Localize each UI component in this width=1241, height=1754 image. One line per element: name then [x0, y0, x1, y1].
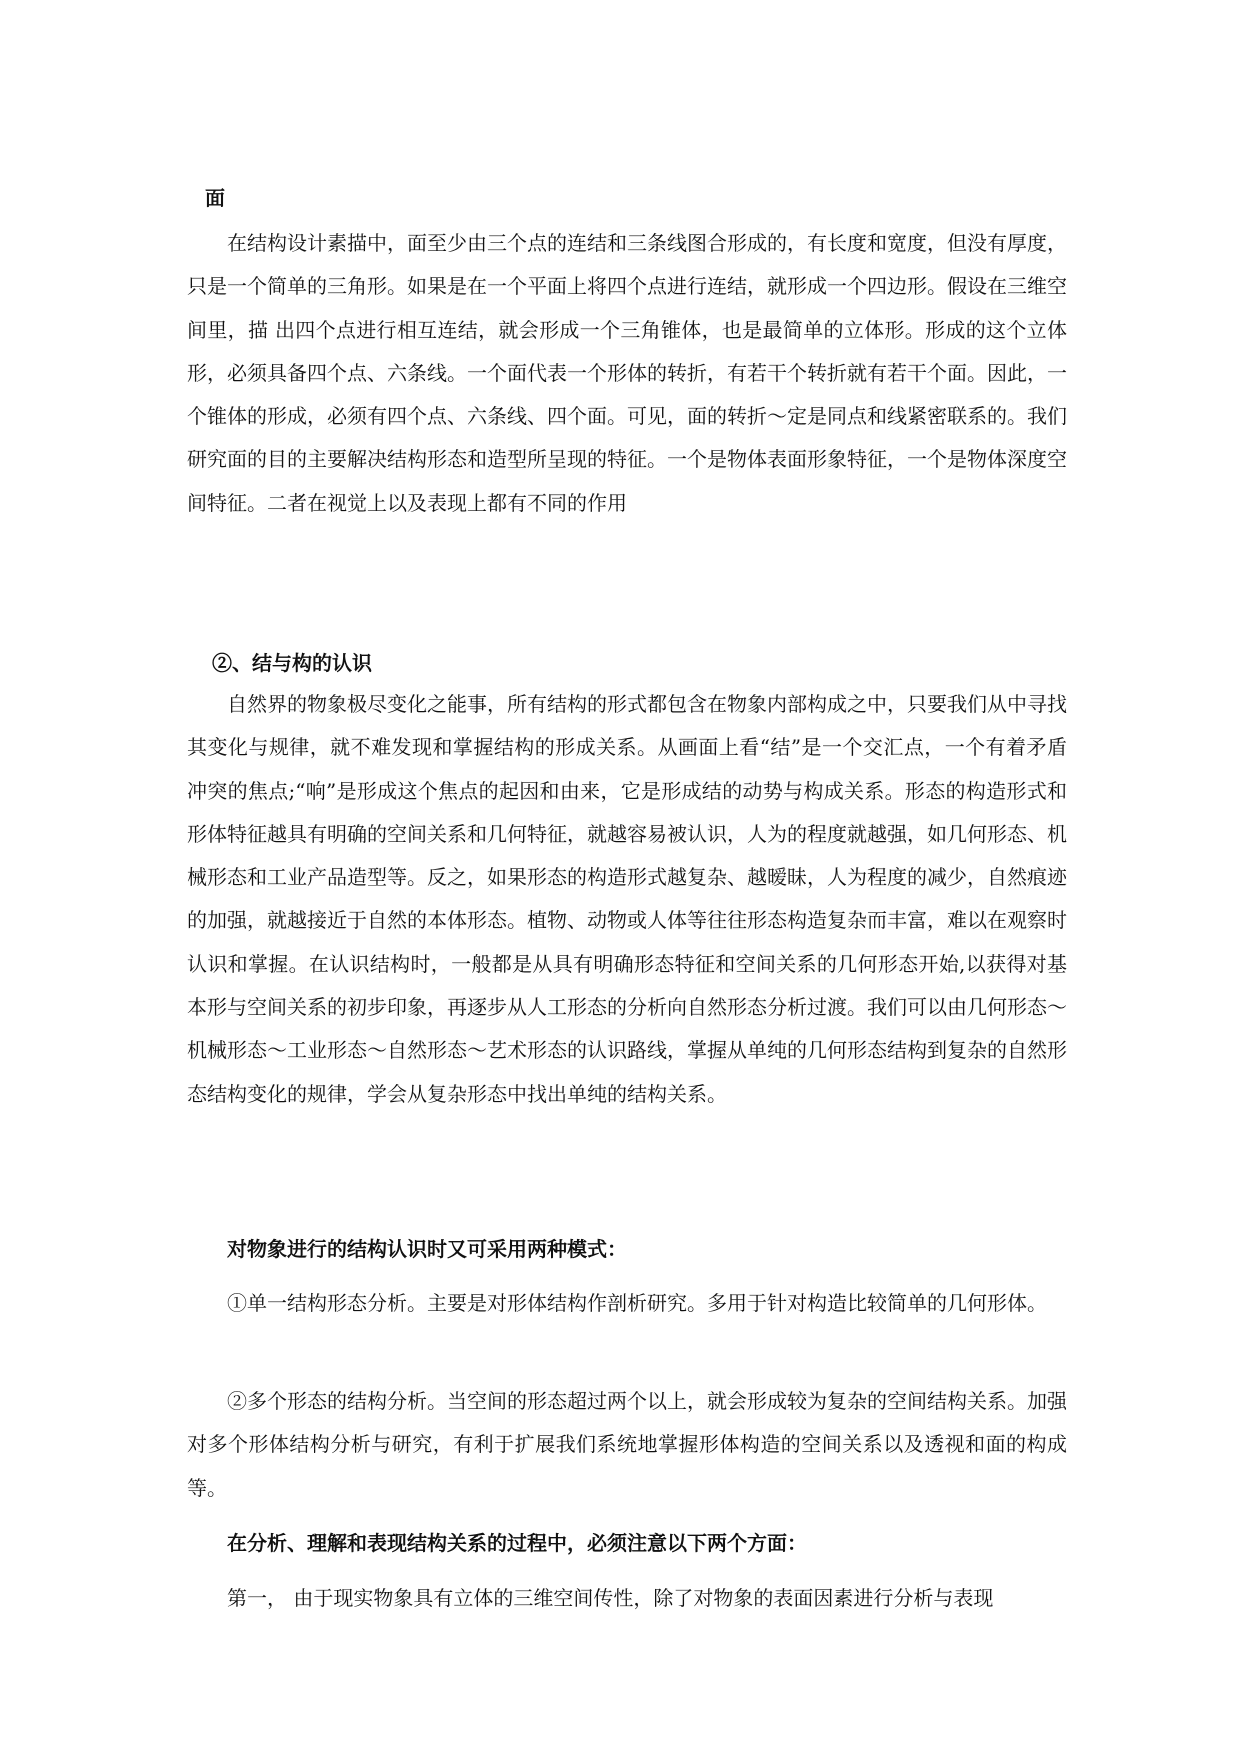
- section-heading-face: 面: [205, 186, 225, 210]
- section-heading-structure: ②、结与构的认识: [212, 651, 372, 675]
- paragraph-two-aspects-heading: 在分析、理解和表现结构关系的过程中，必须注意以下两个方面：: [227, 1531, 807, 1555]
- paragraph-mode-single: ①单一结构形态分析。主要是对形体结构作剖析研究。多用于针对构造比较简单的几何形体。: [227, 1291, 1047, 1315]
- paragraph-structure-recognition: 自然界的物象极尽变化之能事，所有结构的形式都包含在物象内部构成之中，只要我们从中寻找其变化与规律，就不难发现和掌握结构的形成关系。从画面上看“结”是一个交汇点，一个有着矛盾冲突的焦点;“响”是形成这个焦点的起因和由来，它是形成结的动势与构成关系。形态的构造形式和形体特征越具有明确的空间关系和几何特征，就越容易被认识，人为的程度就越强，如几何形态、机械形态和工业产品造型等。反之，如果形态的构造形式越复杂、越暧昧，人为程度的减少，自然痕迹的加强，就越接近于自然的本体形态。植物、动物或人体等往往形态构造复杂而丰富，难以在观察时认识和掌握。在认识结构时，一般都是从具有明确形态特征和空间关系的几何形态开始,以获得对基本形与空间关系的初步印象，再逐步从人工形态的分析向自然形态分析过渡。我们可以由几何形态～机械形态～工业形态～自然形态～艺术形态的认识路线，掌握从单纯的几何形态结构到复杂的自然形态结构变化的规律，学会从复杂形态中找出单纯的结构关系。: [187, 692, 1067, 1106]
- paragraph-mode-multiple: ②多个形态的结构分析。当空间的形态超过两个以上，就会形成较为复杂的空间结构关系。加强对多个形体结构分析与研究，有利于扩展我们系统地掌握形体构造的空间关系以及透视和面的构成等。: [187, 1389, 1067, 1500]
- paragraph-face-definition: 在结构设计素描中，面至少由三个点的连结和三条线图合形成的，有长度和宽度，但没有厚度，只是一个简单的三角形。如果是在一个平面上将四个点进行连结，就形成一个四边形。假设在三维空间里，描 出四个点进行相互连结，就会形成一个三角锥体，也是最简单的立体形。形成的这个立体形，必须具备四个点、六条线。一个面代表一个形体的转折，有若干个转折就有若干个面。因此，一个锥体的形成，必须有四个点、六条线、四个面。可见，面的转折～定是同点和线紧密联系的。我们研究面的目的主要解决结构形态和造型所呈现的特征。一个是物体表面形象特征，一个是物体深度空间特征。二者在视觉上以及表现上都有不同的作用: [187, 231, 1067, 515]
- paragraph-first-aspect: 第一， 由于现实物象具有立体的三维空间传性，除了对物象的表面因素进行分析与表现: [227, 1586, 994, 1610]
- paragraph-two-modes-heading: 对物象进行的结构认识时又可采用两种模式：: [227, 1237, 627, 1261]
